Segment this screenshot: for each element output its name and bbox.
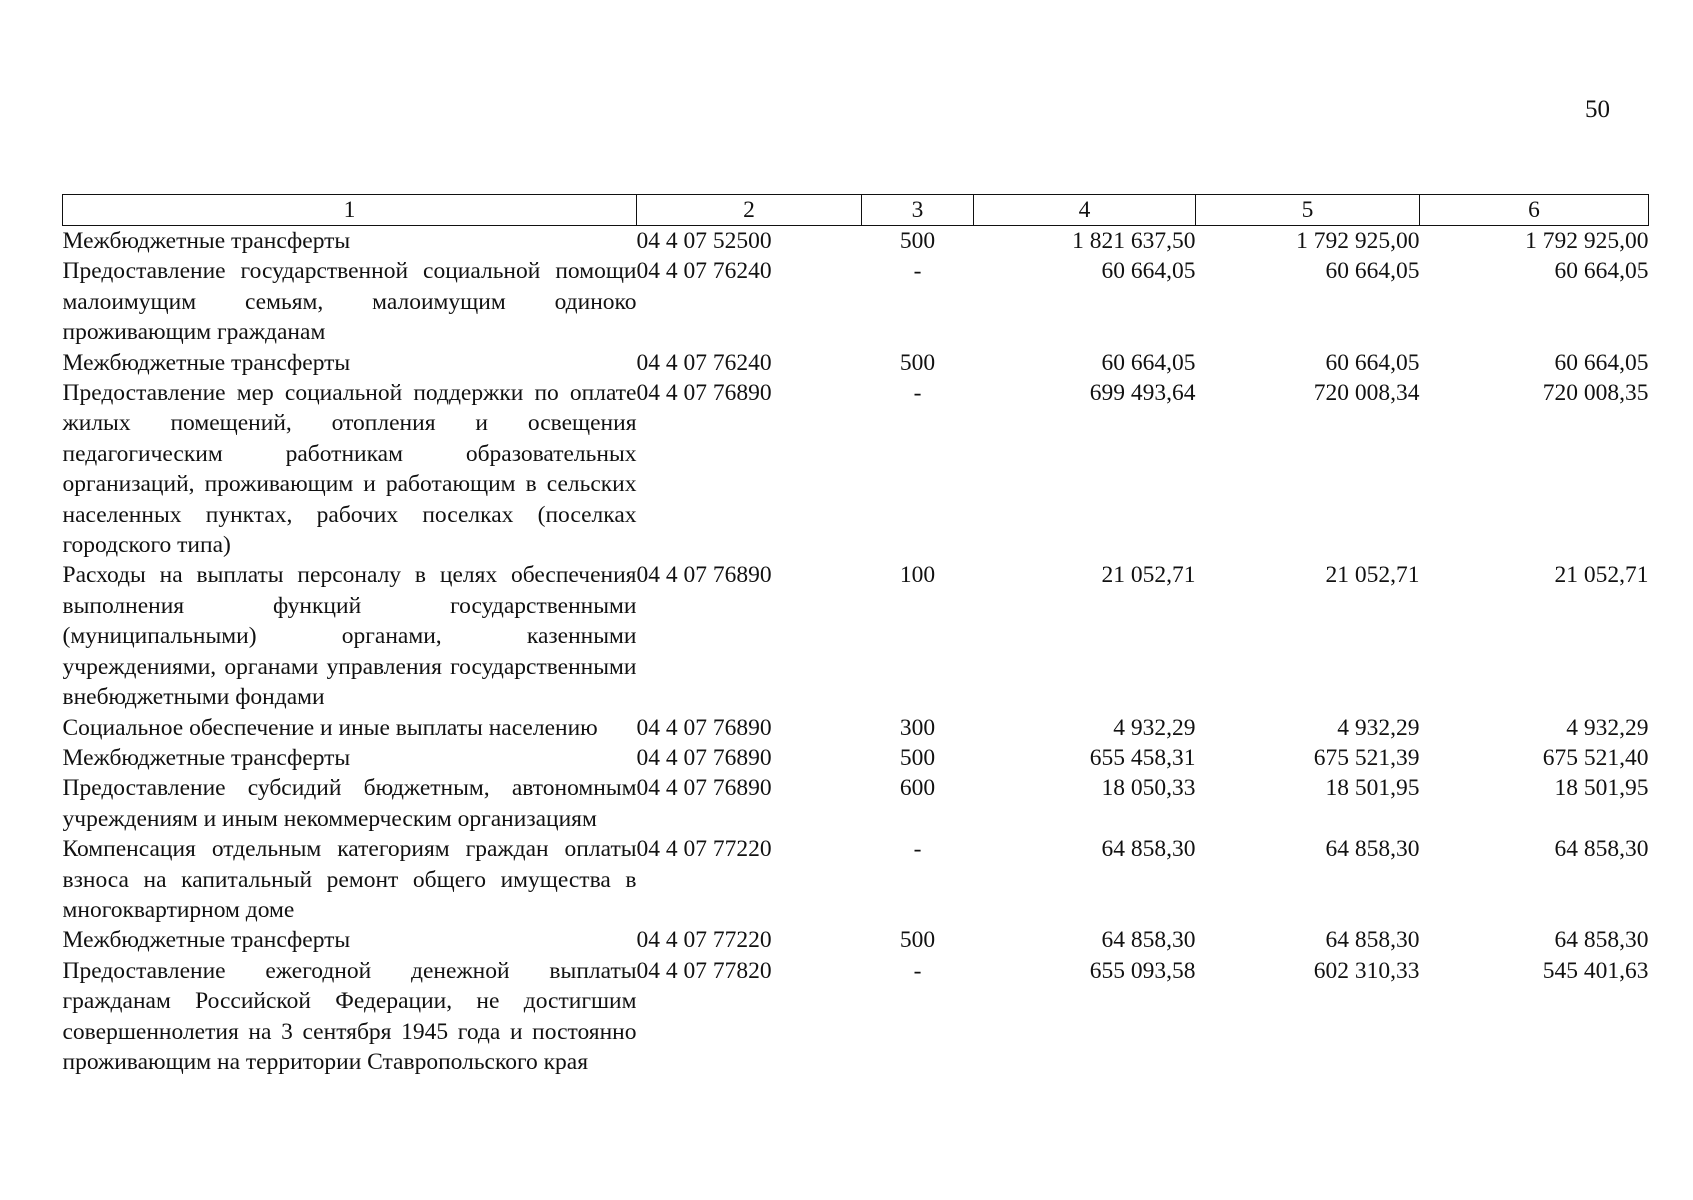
row-type: 500 — [899, 228, 936, 254]
row-type: 500 — [899, 349, 936, 376]
row-value-1: 64 858,30 — [1101, 927, 1196, 954]
row-value-1: 699 493,64 — [1089, 380, 1196, 407]
row-type: - — [913, 957, 922, 984]
row-value-1: 1 821 637,50 — [1072, 228, 1196, 254]
row-value-2: 60 664,05 — [1325, 258, 1420, 285]
row-value-3: 1 792 925,00 — [1525, 228, 1649, 254]
table-row — [63, 378, 1649, 560]
table-row — [63, 713, 1649, 743]
row-type: - — [913, 380, 922, 407]
row-name: Предоставление государственной социальной помощи малоимущим семьям, малоимущим одиноко проживающим гражданам — [62, 258, 637, 346]
row-value-2: 64 858,30 — [1325, 836, 1420, 863]
row-value-1: 655 093,58 — [1089, 957, 1196, 984]
row-type: 300 — [899, 714, 936, 741]
row-value-3: 18 501,95 — [1554, 775, 1649, 802]
column-header-6: 6 — [1420, 195, 1649, 226]
column-header-2: 2 — [637, 195, 862, 226]
table-row — [63, 956, 1649, 1078]
row-code: 04 4 07 76890 — [636, 714, 772, 741]
row-name: Социальное обеспечение и иные выплаты населению — [62, 714, 598, 741]
row-value-2: 720 008,34 — [1313, 380, 1420, 407]
budget-table — [62, 194, 1649, 1077]
row-type: 100 — [899, 562, 936, 589]
row-value-2: 60 664,05 — [1325, 349, 1420, 376]
row-name: Межбюджетные трансферты — [62, 744, 351, 771]
column-header-5: 5 — [1196, 195, 1420, 226]
table-row — [63, 560, 1649, 712]
row-value-1: 64 858,30 — [1101, 836, 1196, 863]
row-value-1: 4 932,29 — [1113, 714, 1196, 741]
row-code: 04 4 07 77220 — [636, 927, 772, 954]
table-row — [63, 743, 1649, 773]
row-name: Предоставление ежегодной денежной выплаты гражданам Российской Федерации, не достигшим совершеннолетия на 3 сентября 1945 года и постоянно проживающим на территории Ставропольского края — [62, 957, 637, 1075]
row-value-2: 1 792 925,00 — [1296, 228, 1420, 254]
row-code: 04 4 07 76890 — [636, 775, 772, 802]
header-row — [63, 195, 1649, 226]
table-row — [63, 256, 1649, 347]
row-value-3: 21 052,71 — [1554, 562, 1649, 589]
row-value-2: 4 932,29 — [1337, 714, 1420, 741]
row-value-2: 18 501,95 — [1325, 775, 1420, 802]
row-value-1: 60 664,05 — [1101, 258, 1196, 285]
row-name: Компенсация отдельным категориям граждан оплаты взноса на капитальный ремонт общего имущества в многоквартирном доме — [62, 836, 637, 923]
table-row — [63, 834, 1649, 925]
column-header-3: 3 — [862, 195, 974, 226]
row-value-3: 60 664,05 — [1554, 349, 1649, 376]
row-code: 04 4 07 76890 — [636, 744, 772, 771]
row-type: - — [913, 258, 922, 285]
row-type: 600 — [899, 775, 936, 802]
row-value-1: 60 664,05 — [1101, 349, 1196, 376]
page-number: 50 — [1585, 96, 1610, 123]
column-header-4: 4 — [974, 195, 1196, 226]
row-code: 04 4 07 76890 — [636, 380, 772, 407]
row-value-2: 675 521,39 — [1313, 744, 1420, 771]
row-value-3: 4 932,29 — [1566, 714, 1649, 741]
row-value-3: 675 521,40 — [1542, 744, 1649, 771]
row-code: 04 4 07 76240 — [636, 349, 772, 376]
row-code: 04 4 07 76890 — [636, 562, 772, 589]
row-code: 04 4 07 77220 — [636, 836, 772, 863]
row-name: Межбюджетные трансферты — [62, 228, 351, 254]
row-name: Межбюджетные трансферты — [62, 349, 351, 376]
row-value-3: 720 008,35 — [1542, 380, 1649, 407]
row-value-2: 602 310,33 — [1313, 957, 1420, 984]
row-type: 500 — [899, 744, 936, 771]
row-value-3: 64 858,30 — [1554, 836, 1649, 863]
row-value-1: 18 050,33 — [1101, 775, 1196, 802]
row-value-1: 655 458,31 — [1089, 744, 1196, 771]
row-code: 04 4 07 77820 — [636, 957, 772, 984]
row-type: - — [913, 836, 922, 863]
table-row — [63, 925, 1649, 955]
row-code: 04 4 07 76240 — [636, 258, 772, 285]
row-type: 500 — [899, 927, 936, 954]
row-code: 04 4 07 52500 — [636, 228, 772, 254]
row-name: Межбюджетные трансферты — [62, 927, 351, 954]
row-value-3: 60 664,05 — [1554, 258, 1649, 285]
row-name: Расходы на выплаты персоналу в целях обеспечения выполнения функций государственными (муниципальными) органами, казенными учреждениями, органами управления государственными внебюджетными фондами — [62, 562, 637, 711]
row-name: Предоставление мер социальной поддержки по оплате жилых помещений, отопления и освещения педагогическим работникам образовательных организаций, проживающим и работающим в сельских населенных пунктах, рабочих поселках (поселках городского типа) — [62, 380, 637, 559]
table-row — [63, 773, 1649, 834]
row-value-3: 64 858,30 — [1554, 927, 1649, 954]
column-header-1: 1 — [63, 195, 637, 226]
row-value-2: 64 858,30 — [1325, 927, 1420, 954]
table-row — [63, 348, 1649, 378]
row-value-3: 545 401,63 — [1542, 957, 1649, 984]
row-value-2: 21 052,71 — [1325, 562, 1420, 589]
table-row — [63, 226, 1649, 257]
row-name: Предоставление субсидий бюджетным, автономным учреждениям и иным некоммерческим организациям — [62, 775, 637, 832]
row-value-1: 21 052,71 — [1101, 562, 1196, 589]
